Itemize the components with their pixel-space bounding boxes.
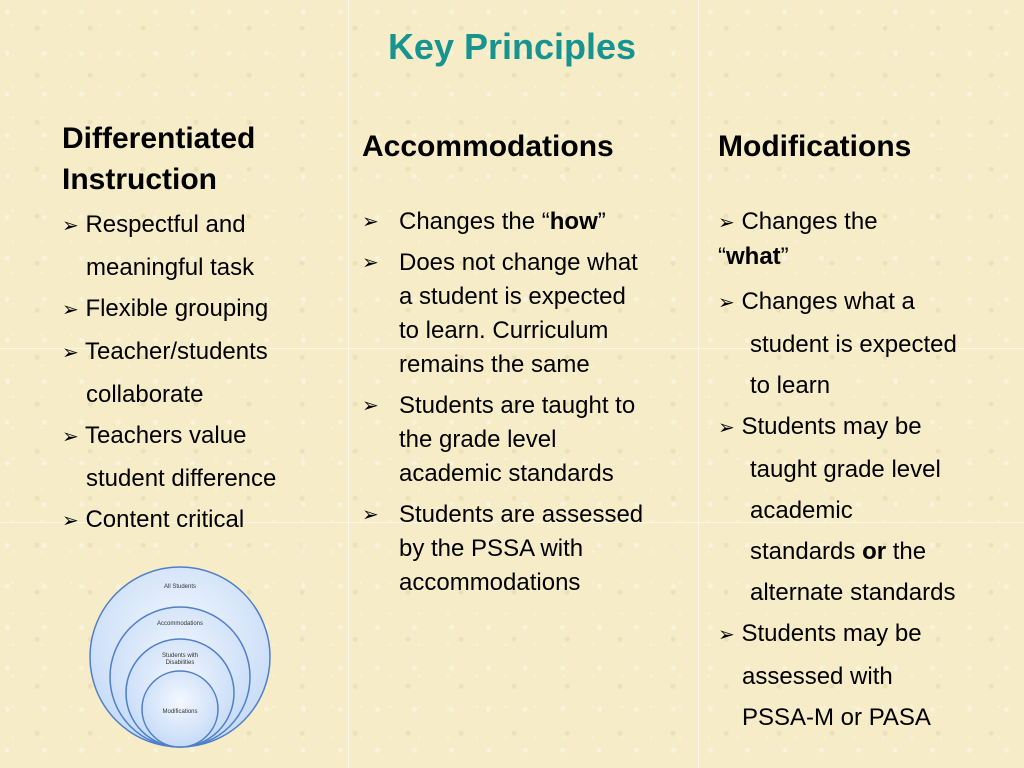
item-emphasis: what — [726, 243, 781, 270]
item-text: standards — [750, 538, 863, 565]
bullet-list — [362, 205, 652, 600]
differentiated-instruction-column — [62, 118, 332, 542]
list-item — [362, 205, 652, 239]
list-item — [718, 613, 1018, 738]
background-grid-line — [348, 0, 349, 768]
column-heading: Accommodations — [362, 130, 614, 163]
item-text: ” — [597, 208, 606, 235]
list-item — [62, 204, 332, 288]
diagram-label: All Students — [163, 584, 197, 590]
arrow-bullet-icon: ➢ — [718, 292, 735, 314]
slide-title: Key Principles — [387, 26, 637, 67]
item-text: assessed with — [742, 663, 893, 690]
list-item — [62, 288, 332, 331]
item-text: PSSA-M or PASA — [742, 704, 931, 731]
item-text: Respectful and — [85, 211, 246, 238]
item-text: ” — [780, 243, 789, 270]
item-text: meaningful task — [86, 254, 255, 281]
nested-circles-diagram — [86, 563, 274, 753]
item-text: Students may be — [741, 620, 922, 647]
item-text: Students may be — [741, 413, 922, 440]
arrow-bullet-icon: ➢ — [362, 504, 379, 526]
arrow-bullet-icon: ➢ — [362, 211, 379, 233]
diagram-label: Students with — [161, 653, 199, 659]
modifications-column — [718, 126, 1018, 738]
diagram-label: Modifications — [162, 709, 198, 715]
arrow-bullet-icon: ➢ — [62, 510, 79, 532]
column-heading — [62, 118, 332, 200]
item-text: Changes what a — [741, 288, 915, 315]
item-text: Teachers value — [85, 422, 247, 449]
item-text: student difference — [86, 465, 277, 492]
item-text: student is expected — [750, 331, 957, 358]
item-text: “ — [718, 243, 726, 270]
list-item — [718, 406, 1018, 613]
item-text: the — [886, 538, 927, 565]
diagram-label: Disabilities — [165, 660, 195, 666]
arrow-bullet-icon: ➢ — [718, 624, 735, 646]
list-item — [718, 281, 1018, 406]
arrow-bullet-icon: ➢ — [362, 252, 379, 274]
arrow-bullet-icon: ➢ — [62, 215, 79, 237]
heading-line: Differentiated — [62, 122, 256, 155]
arrow-bullet-icon: ➢ — [62, 342, 79, 364]
item-text: Does not change what a student is expected to learn. Curriculum remains the same — [399, 249, 638, 378]
arrow-bullet-icon: ➢ — [362, 395, 379, 417]
item-text: Changes the “ — [399, 208, 550, 235]
item-text: taught grade level — [750, 456, 941, 483]
item-text: academic — [750, 497, 853, 524]
item-text: Flexible grouping — [85, 295, 269, 322]
item-emphasis: or — [862, 538, 887, 565]
accommodations-column — [362, 126, 652, 607]
item-text: alternate standards — [750, 579, 956, 606]
item-text: Teacher/students — [85, 338, 268, 365]
item-text: Students are assessed by the PSSA with accommodations — [399, 501, 644, 596]
item-text: to learn — [750, 372, 831, 399]
list-item — [62, 331, 332, 415]
item-text: Content critical — [85, 506, 245, 533]
bullet-list — [718, 205, 1018, 738]
column-heading: Modifications — [718, 130, 912, 163]
list-item — [62, 499, 332, 542]
item-emphasis: how — [549, 208, 598, 235]
arrow-bullet-icon: ➢ — [718, 417, 735, 439]
list-item — [362, 389, 652, 491]
item-text: Students are taught to the grade level academic standards — [399, 392, 636, 487]
item-text: collaborate — [86, 381, 204, 408]
background-grid-line — [698, 0, 699, 768]
arrow-bullet-icon: ➢ — [62, 299, 79, 321]
bullet-list — [62, 204, 332, 542]
list-item — [718, 205, 1018, 274]
diagram-label: Accommodations — [156, 621, 204, 627]
arrow-bullet-icon: ➢ — [62, 426, 79, 448]
item-text: Changes the — [741, 208, 878, 235]
heading-line: Instruction — [62, 163, 217, 196]
list-item — [362, 246, 652, 382]
item-text — [718, 531, 1018, 572]
list-item — [62, 415, 332, 499]
arrow-bullet-icon: ➢ — [718, 212, 735, 234]
list-item — [362, 498, 652, 600]
